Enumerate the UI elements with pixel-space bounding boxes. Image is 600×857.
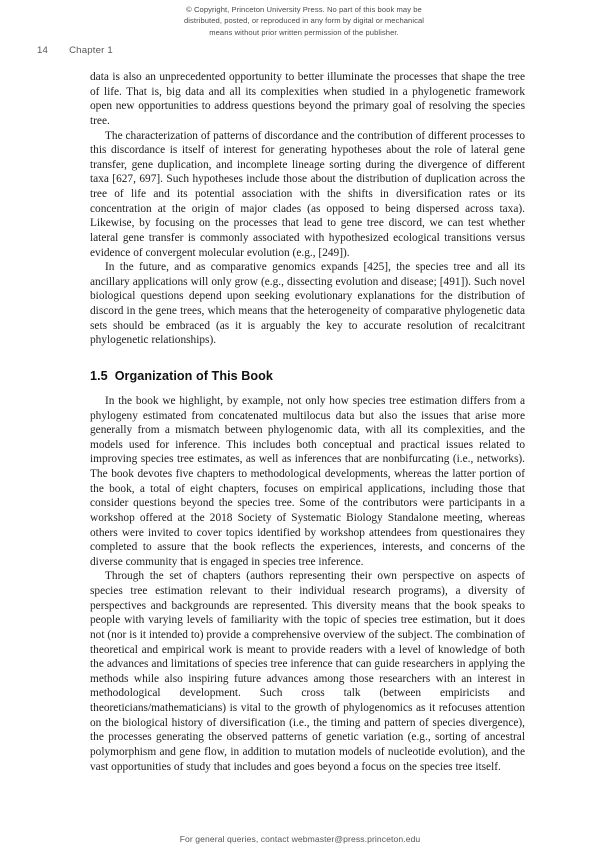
paragraph: The characterization of patterns of discordance and the contribution of different processes to this discordance is itself of interest for generating hypotheses about the role of lateral gene transfer, gene duplication, and incomplete lineage sorting during the divergence of different taxa [627, 697]. Such hypotheses include those about the distribution of duplication across the tree of life and its potential association with the shifts in diversification rates or its concentration at the origin of major clades (as opposed to being dispersed across taxa). Likewise, by focusing on the processes that lead to gene tree discord, we can test whether lateral gene transfer is commonly associated with hypothesized ecological transitions versus evidence of convergent molecular evolution (e.g., [249]).	[90, 129, 525, 259]
body-text-column	[90, 70, 525, 774]
paragraph: In the book we highlight, by example, not only how species tree estimation differs from a phylogeny estimated from concatenated multilocus data but also the issues that arise more generally from a mismatch between phylogenomic data, with all its complexities, and the models used for inference. This includes both conceptual and practical issues related to improving species tree estimates, as well as inferences that are nonbifurcating (i.e., networks). The book devotes five chapters to methodological developments, whereas the latter portion of the book, a total of eight chapters, focuses on empirical applications, including those that consider questions beyond the species tree. Some of the contributors were participants in a workshop offered at the 2018 Society of Systematic Biology Standalone meeting, whereas others were invited to cover topics identified by workshop attendees from questionaires they completed to assure that the book reflects the experiences, interests, and concerns of the diverse community that is engaged in species tree inference.	[90, 394, 525, 568]
section-heading-block	[90, 348, 525, 394]
copyright-notice-line-3: means without prior written permission of the publisher.	[209, 27, 399, 37]
copyright-notice	[178, 4, 430, 38]
paragraph-continued: data is also an unprecedented opportunity to better illuminate the processes that shape the tree of life. That is, big data and all its complexities when studied in a phylogenetic framework open new opportunities to address questions beyond the primary goal of resolving the species tree.	[90, 71, 525, 127]
running-head	[37, 45, 113, 56]
copyright-notice-line-2: distributed, posted, or reproduced in any form by digital or mechanical	[183, 16, 425, 26]
page-footer: For general queries, contact webmaster@press.princeton.edu	[179, 834, 421, 844]
paragraph: In the future, and as comparative genomics expands [425], the species tree and all its ancillary applications will only grow (e.g., dissecting evolution and disease; [491]). Such novel biological questions depend upon seeking evolutionary explanations for the distribution of discord in the gene trees, which means that the heterogeneity of comparative phylogenetic data sets should be embraced (as it is arguably the key to accurate resolution of recalcitrant phylogenetic relationships).	[90, 261, 525, 347]
chapter-label: Chapter 1	[69, 45, 113, 56]
section-heading	[90, 369, 525, 383]
copyright-notice-line-1: © Copyright, Princeton University Press. No part of this book may be	[186, 5, 422, 14]
section-number: 1.5	[90, 368, 108, 383]
page-number: 14	[37, 45, 49, 56]
paragraph: Through the set of chapters (authors representing their own perspective on aspects of species tree estimation relevant to their individual research programs), a diversity of perspectives and backgrounds are represented. This diversity means that the book speaks to people with varying levels of familiarity with the topic of species tree estimation, but it does not (nor is it intended to) provide a comprehensive overview of the subject. The combination of theoretical and empirical work is meant to provide readers with a level of knowledge of both the advances and limitations of species tree inference that can guide researchers in applying the methods while also inspiring future advances among those researchers with an interest in methodological development. Such cross talk (between empiricists and theoreticians/mathematicians) is vital to the growth of phylogenomics as it refocuses attention on the biological history of diversification (i.e., the timing and pattern of species divergence), the processes generating the observed patterns of genetic variation (e.g., sorting of ancestral polymorphism and gene flow, in addition to mutation models of nucleotide evolution), and the vast opportunities of study that includes and goes beyond a focus on the species tree itself.	[90, 570, 525, 773]
section-title: Organization of This Book	[114, 368, 273, 383]
